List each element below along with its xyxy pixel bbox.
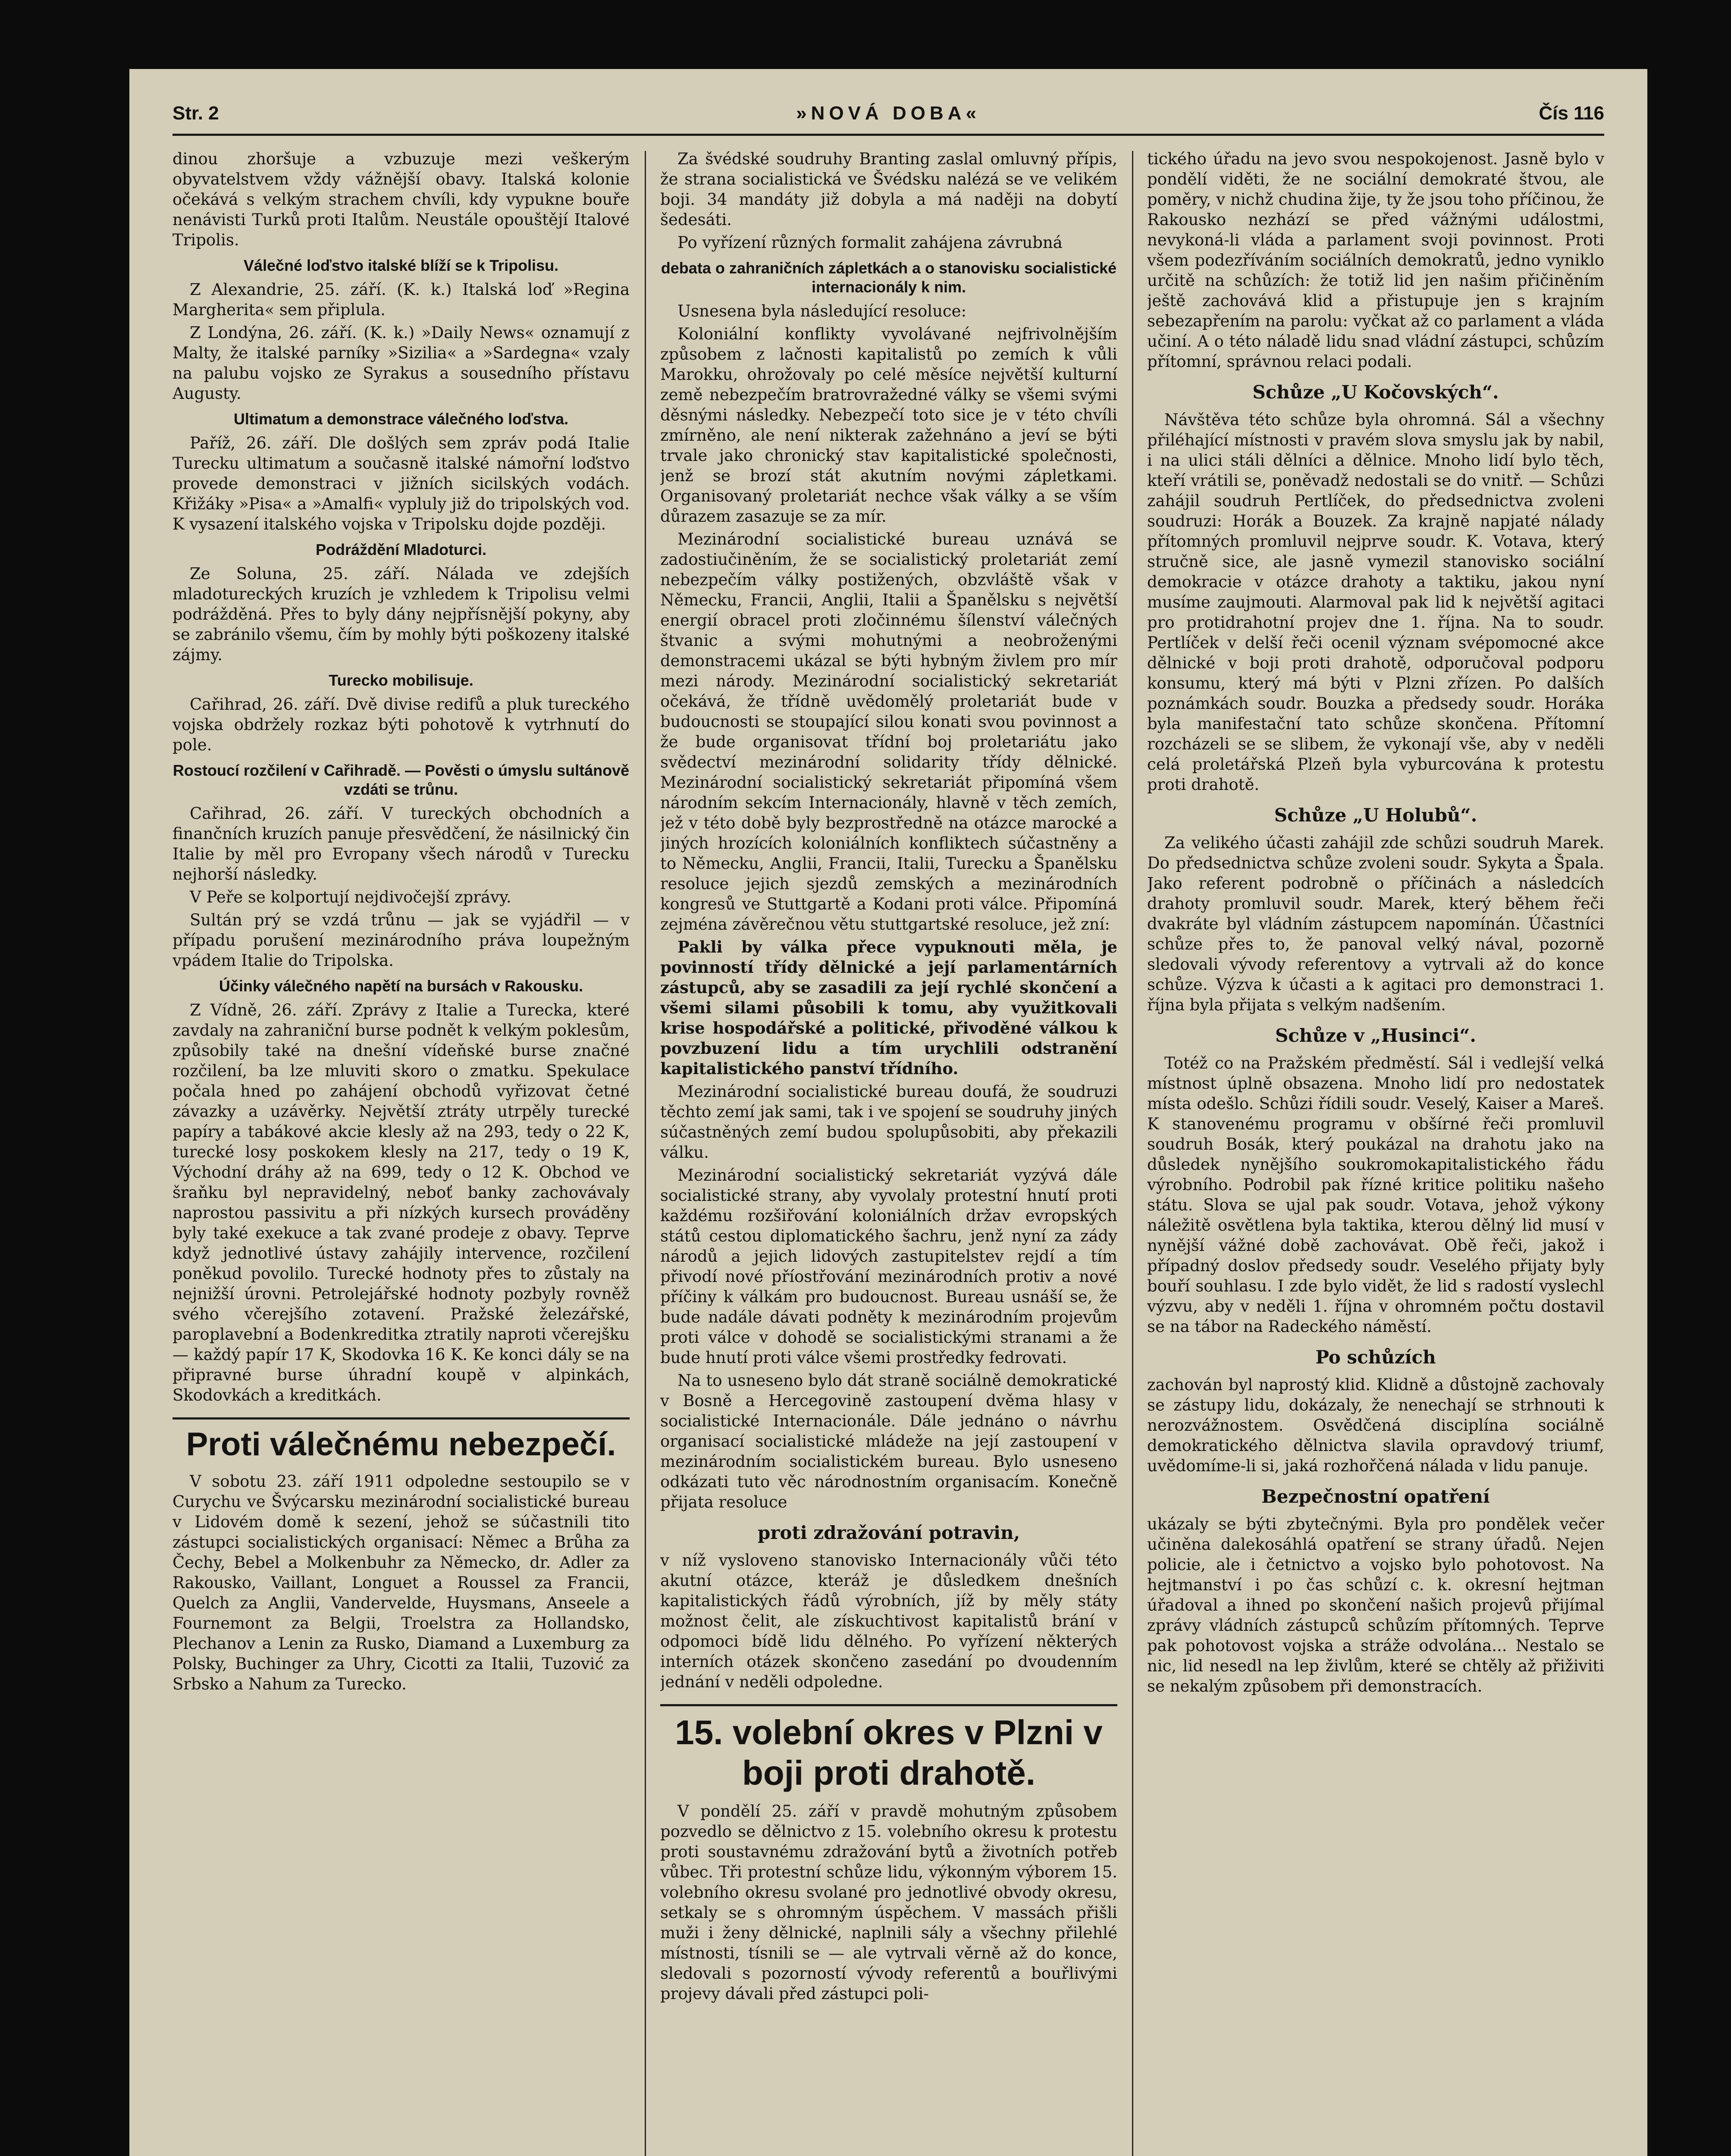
resolution-paragraph: Mezinárodní socialistické bureau uznává se zadostiučiněním, že se socialistický proletariát zemí nebezpečím války postižených, obzvláště však v Německu, Francii, Anglii, Italii a Španělsku s největší energií obracel proti zločinnému šílenství válečných štvanic a svými mohutnými a neobroženými demonstracemi ukázal se býti hybným živlem pro mír mezi národy. Mezinárodní socialistický sekretariát očekává, že třídně uvědomělý proletariát bude v budoucnosti se stoupající silou konati svou povinnost a že bude organisovat třídní boj proletariátu jako svědectví mezinárodní solidarity třídy dělnické. Mezinárodní socialistický sekretariát připomíná všem národním sekcím Internacionály, hlavně v těch zemích, jež v této době byly bezprostředně na otázce marocké a jiných hrozících koloniálních konfliktech súčastněny a to Německu, Anglii, Francii, Italii, Turecku a Španělsku resoluce jejich sjezdů zemských a mezinárodních kongresů ve Stuttgartě a Kodani proti válce. Připomíná zejména závěrečnou větu stuttgartské resoluce, jež zní: (660, 530, 1117, 934)
newspaper-page (129, 69, 1647, 2156)
page-number: Str. 2 (172, 103, 219, 124)
meeting-heading: Schůze „U Kočovských“. (1252, 382, 1499, 403)
meeting-heading: Po schůzích (1315, 1347, 1436, 1368)
article-paragraph: Návštěva této schůze byla ohromná. Sál a všechny přiléhající místnosti v pravém slova smyslu jak by nabil, i na ulici stáli dělníci a dělnice. Mnoho lidí bylo těch, kteří vrátili se, poněvadž nedostali se do vnitř. — Schůzi zahájil soudruh Pertlíček, do předsednictva zvoleni soudruzi: Horák a Bouzek. Za krajně napjaté nálady přítomných promluvil nejprve soudr. K. Votava, který stručně sice, ale jasně vymezil stanovisko sociální demokracie v otázce drahoty a taktiku, jakou nyní musíme zaujmouti. Alarmoval pak lid k největší agitaci pro protidrahotní projev dne 1. října. Na to soudr. Pertlíček v delší řeči ocenil význam svépomocné akce dělnické v boji proti drahotě, odporučoval podporu konsumu, který má býti v Plzni zřízen. Po dalších poznámkách soudr. Bouzka a předsedy soudr. Horáka byla manifestační tato schůze skončena. Přítomní rozcházeli se se slibem, že vykonají vše, aby v neděli celá proletářská Plzeň byla vyburcována k protestu proti drahotě. (1147, 411, 1604, 794)
column-rule (645, 151, 646, 2156)
article-paragraph: Z Londýna, 26. září. (K. k.) »Daily News« oznamují z Malty, že italské parníky »Sizilia« a »Sardegna« vzaly na palubu vojsko ze Syrakus a sousedního přístavu Augusty. (172, 323, 630, 403)
news-subheading: Válečné loďstvo italské blíží se k Tripolisu. (243, 257, 559, 274)
news-subheading: proti zdražování potravin, (757, 1522, 1020, 1543)
news-subheading: Turecko mobilisuje. (329, 671, 474, 689)
column-1 (172, 149, 630, 2156)
article-paragraph: zachován byl naprostý klid. Klidně a důstojně zachovaly se zástupy lidu, dokázaly, že nenechají se strhnouti k nerozvážnostem. Osvědčená disciplína sociálně demokratického dělnictva slavila opravdový triumf, uvědomíme-li si, jaká rozhořčená nálada v lidu panuje. (1147, 1376, 1604, 1475)
article-paragraph: Cařihrad, 26. září. V tureckých obchodních a finančních kruzích panuje přesvědčení, že násilnický čin Italie by měl pro Evropany všech národů v Turecku nejhorší následky. (172, 804, 630, 884)
meeting-heading: Schůze „U Holubů“. (1274, 805, 1477, 826)
article-paragraph: ukázaly se býti zbytečnými. Byla pro pondělek večer učiněna dalekosáhlá opatření se strany úřadů. Nejen policie, ale i četnictvo a vojsko bylo pohotovost. Na hejtmanství i po čas schůzí c. k. okresní hejtman úřadoval a ihned po skončení našich projevů přijímal zprávy vládních zástupců schůzím přítomných. Teprve pak pohotovost vojska a stráže odvolána... Nestalo se nic, lid nesedl na lep živlům, které se chtěly až přiživiti se nekalým způsobem při demonstracích. (1147, 1515, 1604, 1695)
resolution-quote: Pakli by válka přece vypuknouti měla, je povinností třídy dělnické a její parlamentárních zástupců, aby se zasadili za její rychlé skončení a všemi silami působili k tomu, aby využitkovali krise hospodářské a politické, přivoděné válkou k povzbuzení lidu a tím urychlili odstranění kapitalistického panství třídního. (660, 937, 1117, 1078)
article-paragraph: Ze Soluna, 25. září. Nálada ve zdejších mladotureckých kruzích je vzhledem k Tripolisu velmi podrážděná. Přes to byly dány nejpřísnější pokyny, aby se zabránilo všemu, čím by mohly býti poškozeny italské zájmy. (172, 564, 630, 664)
resolution-paragraph: Mezinárodní socialistické bureau doufá, že soudruzi těchto zemí jak sami, tak i ve spojení se soudruhy jiných súčastněných zemí budou spolupůsobiti, aby překazili válku. (660, 1082, 1117, 1162)
article-paragraph: Usnesena byla následující resoluce: (677, 302, 967, 320)
article-paragraph: Na to usneseno bylo dát straně sociálně demokratické v Bosně a Hercegovině zastoupení dvěma hlasy v socialistické Internacionále. Dále jednáno o návrhu organisací socialistické mládeže na její zastoupení v mezinárodním socialistickém bureau. Bylo usneseno odkázati tuto věc národnostním organisacím. Konečně přijata resoluce (660, 1371, 1117, 1511)
meeting-heading: Bezpečnostní opatření (1261, 1486, 1490, 1507)
article-paragraph: Za velikého účasti zahájil zde schůzi soudruh Marek. Do předsednictva schůze zvoleni soudr. Sykyta a Špala. Jako referent podrobně o příčinách a následcích drahoty promluvil soudr. Marek, který během řeči dvakráte byl vládním zástupcem napomínán. Účastníci schůze přes to, že panoval velký nával, pozorně sledovali vývody referentovy a vytrvali až do konce schůze. Výzva k účasti a k agitaci pro demonstraci 1. října byla přijata s velkým nadšením. (1147, 834, 1604, 1014)
news-subheading: Účinky válečného napětí na bursách v Rakousku. (219, 977, 583, 995)
column-3 (1147, 149, 1604, 2156)
news-subheading: Rostoucí rozčilení v Cařihradě. — Pověsti o úmyslu sultánově vzdáti se trůnu. (172, 761, 630, 798)
article-paragraph: Po vyřízení různých formalit zahájena závrubná (677, 233, 1063, 252)
article-paragraph: V sobotu 23. září 1911 odpoledne sestoupilo se v Curychu ve Švýcarsku mezinárodní socialistické bureau v Lidovém domě k sezení, jehož se súčastnili tito zástupci socialistických organisací: Němec a Brůha za Čechy, Bebel a Molkenbuhr za Německo, dr. Adler za Rakousko, Vaillant, Longuet a Roussel za Francii, Quelch za Anglii, Vandervelde, Huysmans, Anseele a Fournemont za Belgii, Troelstra za Hollandsko, Plechanov a Lenin za Rusko, Diamand a Luxemburg za Polsky, Buchinger za Uhry, Cicotti za Italii, Tuzović za Srbsko a Nahum za Turecko. (172, 1472, 630, 1693)
page-header (172, 95, 1604, 136)
article-headline: 15. volební okres v Plzni v boji proti drahotě. (660, 1704, 1117, 1793)
masthead-title: »NOVÁ DOBA« (796, 103, 981, 124)
resolution-paragraph: Mezinárodní socialistický sekretariát vyzývá dále socialistické strany, aby vyvolaly protestní hnutí proti každému rozšiřování koloniálních držav evropských států cestou diplomatického šachru, jenž nyní za zády národů a jejich lidových zastupitelstev rejdí a tím přivodí nové příostřování mezinárodních protiv a nové příčiny k válkám pro budoucnost. Bureau usnáší se, že bude nadále dávati podněty k mezinárodním projevům proti válce v dohodě se socialistickými stranami a že bude hnutí proti válce všemi prostředky fedrovati. (660, 1166, 1117, 1367)
article-paragraph: Z Alexandrie, 25. září. (K. k.) Italská loď »Regina Margherita« sem připlula. (172, 280, 630, 319)
news-subheading: Podráždění Mladoturci. (315, 541, 487, 558)
article-paragraph: Sultán prý se vzdá trůnu — jak se vyjádřil — v případu porušení mezinárodního práva loupežným vpádem Italie do Tripolska. (172, 911, 630, 970)
article-paragraph: dinou zhoršuje a vzbuzuje mezi veškerým obyvatelstvem vždy vážnější obavy. Italská kolonie očekává s velkým strachem chvíli, kdy vypukne bouře nenávisti Turků proti Italům. Neustále opouštějí Italové Tripolis. (172, 150, 630, 249)
column-rule (1132, 151, 1133, 2156)
article-paragraph: Z Vídně, 26. září. Zprávy z Italie a Turecka, které zavdaly na zahraniční burse podnět k velkým poklesům, způsobily také na dnešní vídeňské burse značné rozčilení, ba lze mluviti skoro o zmatku. Spekulace počala hned po zahájení obchodů vyřizovat četné závazky a uzávěrky. Největší ztráty utrpěly turecké papíry a tabákové akcie klesly až na 293, tedy o 22 K, turecké losy poskokem klesly na 217, tedy o 19 K, Východní dráhy až na 699, tedy o 12 K. Obchod ve šraňku byl nepravidelný, neboť banky zachovávaly naprostou passivitu a při nízkých kursech prováděny byly také exekuce a tak zvané prodeje z obavy. Teprve když jednotlivé ústavy zahájily intervence, rozčilení poněkud povolilo. Turecké hodnoty přes to zůstaly na nejnižší úrovni. Petrolejářské hodnoty pozbyly rovněž svého včerejšího zotavení. Pražské železářské, paroplavební a Bodenkreditka ztratily naproti včerejšku — každý papír 17 K, Skodovka 16 K. Ke konci dály se na připravné burse úhradní koupě v alpinkách, Skodovkách a kreditkách. (172, 1001, 630, 1404)
article-paragraph: V pondělí 25. září v pravdě mohutným způsobem pozvedlo se dělnictvo z 15. volebního okresu k protestu proti soustavnému zdražování bytů a životních potřeb vůbec. Tři protestní schůze lidu, výkonným výborem 15. volebního okresu svolané pro jednotlivé obvody okresu, setkaly se s ohromným úspěchem. V massách přišli muži i ženy dělnické, naplnili sály a všechny přilehlé místnosti, tísnili se — ale vytrvali věrně až do konce, sledovali s pozorností vývody referentů a bouřlivými projevy dávali před zástupci poli- (660, 1802, 1117, 2003)
resolution-paragraph: Koloniální konflikty vyvolávané nejfrivolnějším způsobem z lačnosti kapitalistů po zemích k vůli Marokku, ohrožovaly po celé měsíce největší kulturní země nebezpečím bratrovražedné války se všemi svými děsnými následky. Nebezpečí toto sice je v této chvíli zmírněno, ale není nikterak zažehnáno a jeví se býti trvale jako chronický stav kapitalistické společnosti, jenž se brozí stát akutním novými zápletkami. Organisovaný proletariát nechce však války a se vším důrazem zasazuje se za mír. (660, 325, 1117, 526)
article-paragraph: Cařihrad, 26. září. Dvě divise redifů a pluk tureckého vojska obdržely rozkaz býti pohotově k vytrhnutí do pole. (172, 695, 630, 754)
article-paragraph: tického úřadu na jevo svou nespokojenost. Jasně bylo v pondělí viděti, že ne sociální demokraté štvou, ale poměry, v nichž chudina žije, ty že jsou toho příčinou, že Rakousko nezhází se před vážnými událostmi, nevykoná-li vláda a parlament svoji povinnost. Proti všem podezříváním sociálních demokratů, jedno vyniklo určitě na schůzích: že totiž lid jen našim přičiněním ještě zachovává klid a přistupuje jen s krajním sebezapřením na parolu: vyčkat až co parlament a vláda učiní. A o této náladě lidu snad vládní zástupci, schůzím přítomní, správnou relaci podali. (1147, 150, 1604, 371)
news-subheading: Ultimatum a demonstrace válečného loďstva. (233, 410, 569, 428)
news-subheading: debata o zahraničních zápletkách a o stanovisku socialistické internacionály k nim. (661, 259, 1117, 296)
article-paragraph: V Peře se kolportují nejdivočejší zprávy. (190, 888, 511, 906)
article-headline: Proti válečnému nebezpečí. (172, 1417, 630, 1463)
article-paragraph: Za švédské soudruhy Branting zaslal omluvný přípis, že strana socialistická ve Švédsku nalézá se ve velikém boji. 34 mandáty již dobyla a má naději na dobytí šedesáti. (660, 150, 1117, 229)
article-paragraph: Totéž co na Pražském předměstí. Sál i vedlejší velká místnost úplně obsazena. Mnoho lidí pro nedostatek místa odešlo. Schůzi řídili soudr. Veselý, Kaiser a Mareš. K stanovenému programu v obšírné řeči promluvil soudruh Bosák, který poukázal na drahotu jako na důsledek nynějšího soukromokapitalistického řádu výrobního. Podrobil pak řízné kritice politiku našeho státu. Slova se ujal pak soudr. Votava, jehož výkony náležitě osvětlena byla taktika, kterou dělný lid musí v nynější vážné době zachovávat. Obě řeči, jakož i případný doslov předsedy soudr. Veselého přijaty byly bouří souhlasu. I zde bylo vidět, že lid s radostí vyslechl výzvu, aby v neděli 1. října v ohromném počtu dostavil se na tábor na Radeckého náměstí. (1147, 1054, 1604, 1336)
article-paragraph: v níž vysloveno stanovisko Internacionály vůči této akutní otázce, kteráž je důsledkem dnešních kapitalistických řádů výrobních, jíž by měly státy možnost čelit, ale získuchtivost kapitalistů brání v odpomoci bídě lidu dělného. Po vyřízení některých interních otázek skončeno zasedání po dvoudenním jednání v neděli odpoledne. (660, 1551, 1117, 1691)
issue-number: Čís 116 (1539, 103, 1604, 124)
meeting-heading: Schůze v „Husinci“. (1275, 1025, 1477, 1046)
article-paragraph: Paříž, 26. září. Dle došlých sem zpráv podá Italie Turecku ultimatum a současně italské námořní loďstvo provede demonstraci v jižních sicilských vodách. Křižáky »Pisa« a »Amalfi« vypluly již do tripolských vod. K vysazení italského vojska v Tripolsku dojde později. (172, 434, 630, 533)
column-2 (660, 149, 1117, 2156)
